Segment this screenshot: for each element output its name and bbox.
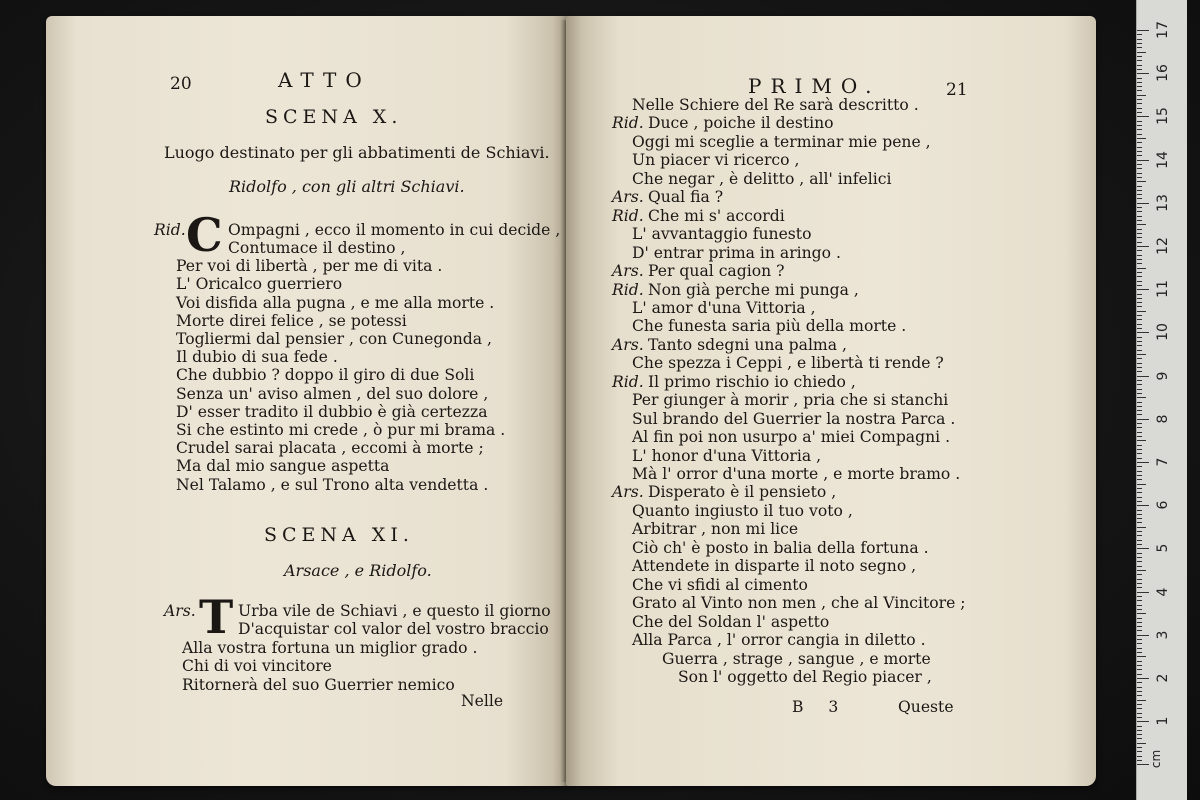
ruler-tick bbox=[1137, 332, 1149, 333]
ruler-tick bbox=[1137, 315, 1142, 316]
ruler-tick bbox=[1137, 142, 1142, 143]
ruler-unit-label: cm bbox=[1149, 749, 1164, 769]
ruler-tick bbox=[1137, 246, 1149, 247]
verse-text: Un piacer vi ricerco , bbox=[632, 151, 800, 170]
ruler-tick bbox=[1137, 268, 1146, 269]
verse-text: L' avvantaggio funesto bbox=[632, 225, 812, 244]
ruler-tick bbox=[1137, 440, 1146, 441]
left-page bbox=[46, 16, 568, 786]
verse-text: Il primo rischio io chiedo , bbox=[648, 372, 856, 391]
ruler-tick bbox=[1137, 635, 1149, 636]
ruler-tick bbox=[1137, 281, 1142, 282]
verse-text: Che mi s' accordi bbox=[648, 206, 785, 225]
verse-text: Che negar , è delitto , all' infelici bbox=[632, 169, 892, 188]
verse-text: Non già perche mi punga , bbox=[648, 280, 859, 299]
ruler-number: 3 bbox=[1155, 630, 1171, 640]
verse-text: L' honor d'una Vittoria , bbox=[632, 446, 822, 465]
ruler-tick bbox=[1137, 276, 1142, 277]
ruler-tick bbox=[1137, 328, 1142, 329]
ruler-tick bbox=[1137, 419, 1149, 420]
right-page bbox=[566, 16, 1096, 786]
ruler-tick bbox=[1137, 306, 1142, 307]
ruler-tick bbox=[1137, 358, 1142, 359]
ruler-number: 8 bbox=[1155, 414, 1171, 424]
ruler-number: 13 bbox=[1155, 193, 1171, 212]
verse-line: Ritornerà del suo Guerrier nemico bbox=[182, 675, 455, 694]
right-running-head: PRIMO. bbox=[748, 74, 881, 98]
ruler-tick bbox=[1137, 713, 1142, 714]
scene-title-xi: SCENA XI. bbox=[264, 524, 414, 546]
ruler-tick bbox=[1137, 760, 1142, 761]
ruler-tick bbox=[1137, 30, 1149, 31]
ruler-tick bbox=[1137, 376, 1149, 377]
ruler-tick bbox=[1137, 466, 1142, 467]
verse-text: Al fin poi non usurpo a' miei Compagni . bbox=[632, 428, 951, 447]
ruler-tick bbox=[1137, 99, 1142, 100]
ruler-tick bbox=[1137, 462, 1149, 463]
ruler-tick bbox=[1137, 125, 1142, 126]
ruler-number: 1 bbox=[1155, 716, 1171, 726]
ruler-tick bbox=[1137, 354, 1146, 355]
ruler-tick bbox=[1137, 272, 1142, 273]
ruler-tick bbox=[1137, 557, 1142, 558]
verse-line: Si che estinto mi crede , ò pur mi brama . bbox=[176, 421, 506, 439]
ruler-tick bbox=[1137, 237, 1142, 238]
ruler-tick bbox=[1137, 393, 1142, 394]
ruler-tick bbox=[1137, 505, 1149, 506]
verse-text: Che del Soldan l' aspetto bbox=[632, 612, 830, 631]
ruler-tick bbox=[1137, 579, 1142, 580]
ruler-number: 12 bbox=[1155, 237, 1171, 255]
ruler-tick bbox=[1137, 363, 1142, 364]
verse-line: Contumace il destino , bbox=[228, 239, 406, 257]
ruler-tick bbox=[1137, 479, 1142, 480]
speaker-label: Ars. bbox=[164, 602, 196, 620]
verse-text: L' amor d'una Vittoria , bbox=[632, 298, 816, 317]
ruler-tick bbox=[1137, 52, 1146, 53]
verse-line: Alla vostra fortuna un miglior grado . bbox=[182, 638, 478, 657]
ruler-tick bbox=[1137, 350, 1142, 351]
verse-line: D' esser tradito il dubbio è già certezza bbox=[176, 402, 488, 421]
verse-text: Per qual cagion ? bbox=[648, 262, 785, 281]
verse-line: Il dubio di sua fede . bbox=[176, 348, 338, 367]
verse-text: Nelle Schiere del Re sarà descritto . bbox=[632, 96, 919, 114]
ruler-tick bbox=[1137, 216, 1142, 217]
speaker-label: Ars. bbox=[612, 188, 644, 207]
ruler-tick bbox=[1137, 436, 1142, 437]
ruler-number: 6 bbox=[1155, 500, 1171, 510]
verse-line: Per voi di libertà , per me di vita . bbox=[176, 257, 443, 276]
ruler-tick bbox=[1137, 561, 1142, 562]
verse-text: Che vi sfidi al cimento bbox=[632, 575, 808, 594]
ruler-tick bbox=[1137, 522, 1142, 523]
verse-text: Oggi mi sceglie a terminar mie pene , bbox=[632, 132, 931, 151]
ruler-tick bbox=[1137, 574, 1142, 575]
ruler-tick bbox=[1137, 553, 1142, 554]
ruler-tick bbox=[1137, 173, 1142, 174]
ruler-tick bbox=[1137, 492, 1142, 493]
ruler-tick bbox=[1137, 743, 1146, 744]
catchword-right: Queste bbox=[898, 698, 954, 716]
speaker-label: Ars. bbox=[612, 262, 644, 281]
ruler-tick bbox=[1137, 630, 1142, 631]
ruler-tick bbox=[1137, 397, 1146, 398]
speaker-label: Rid. bbox=[612, 114, 644, 133]
ruler-number: 7 bbox=[1155, 457, 1171, 467]
verse-line: Voi disfida alla pugna , e me alla morte . bbox=[176, 293, 495, 312]
left-page-number: 20 bbox=[170, 74, 192, 94]
ruler-tick bbox=[1137, 510, 1142, 511]
speaker-label: Rid. bbox=[612, 280, 644, 299]
ruler-tick bbox=[1137, 294, 1142, 295]
ruler-tick bbox=[1137, 531, 1142, 532]
ruler-tick bbox=[1137, 103, 1142, 104]
scene-characters: Ridolfo , con gli altri Schiavi. bbox=[229, 177, 465, 196]
ruler-tick bbox=[1137, 168, 1142, 169]
ruler-tick bbox=[1137, 198, 1142, 199]
ruler-tick bbox=[1137, 121, 1142, 122]
verse-line: Urba vile de Schiavi , e questo il giorno bbox=[238, 602, 551, 620]
ruler-tick bbox=[1137, 427, 1142, 428]
ruler-tick bbox=[1137, 147, 1142, 148]
ruler-tick bbox=[1137, 134, 1142, 135]
ruler-tick bbox=[1137, 285, 1142, 286]
verse-text: Attendete in disparte il noto segno , bbox=[632, 557, 917, 576]
verse-text: Per giunger à morir , pria che si stanchi bbox=[632, 391, 949, 410]
ruler-tick bbox=[1137, 665, 1142, 666]
ruler-tick bbox=[1137, 566, 1142, 567]
ruler-tick bbox=[1137, 311, 1146, 312]
speaker-label: Ars. bbox=[612, 483, 644, 502]
ruler-tick bbox=[1137, 73, 1149, 74]
ruler-tick bbox=[1137, 190, 1142, 191]
ruler-tick bbox=[1137, 674, 1142, 675]
ruler-tick bbox=[1137, 341, 1142, 342]
ruler-tick bbox=[1137, 453, 1142, 454]
ruler-tick bbox=[1137, 726, 1142, 727]
ruler-tick bbox=[1137, 682, 1142, 683]
ruler-tick bbox=[1137, 319, 1142, 320]
ruler-tick bbox=[1137, 155, 1142, 156]
verse-line: Senza un' aviso almen , del suo dolore , bbox=[176, 384, 489, 403]
ruler-tick bbox=[1137, 540, 1142, 541]
ruler-tick bbox=[1137, 337, 1142, 338]
ruler-tick bbox=[1137, 229, 1142, 230]
ruler-tick bbox=[1137, 544, 1142, 545]
verse-text: Son l' oggetto del Regio piacer , bbox=[678, 667, 932, 686]
ruler-number: 17 bbox=[1155, 21, 1171, 39]
ruler-tick bbox=[1137, 600, 1142, 601]
ruler-tick bbox=[1137, 605, 1142, 606]
verse-text: Tanto sdegni una palma , bbox=[648, 335, 847, 354]
ruler-tick bbox=[1137, 700, 1146, 701]
ruler-tick bbox=[1137, 389, 1142, 390]
verse-text: Duce , poiche il destino bbox=[648, 114, 834, 133]
ruler-tick bbox=[1137, 639, 1142, 640]
ruler-tick bbox=[1137, 756, 1142, 757]
ruler-tick bbox=[1137, 186, 1142, 187]
verse-line: Chi di voi vincitore bbox=[182, 657, 332, 675]
ruler-tick bbox=[1137, 129, 1142, 130]
ruler-tick bbox=[1137, 484, 1146, 485]
ruler-tick bbox=[1137, 747, 1142, 748]
verse-line: Ma dal mio sangue aspetta bbox=[176, 457, 390, 476]
verse-text: Mà l' orror d'una morte , e morte bramo . bbox=[632, 465, 961, 483]
ruler-tick bbox=[1137, 220, 1142, 221]
ruler-number: 5 bbox=[1155, 543, 1171, 553]
ruler-tick bbox=[1137, 527, 1146, 528]
dropcap-letter: T bbox=[199, 590, 234, 644]
ruler-tick bbox=[1137, 211, 1142, 212]
ruler-tick bbox=[1137, 69, 1142, 70]
scene-characters-2: Arsace , e Ridolfo. bbox=[284, 561, 432, 580]
ruler-tick bbox=[1137, 384, 1142, 385]
ruler-tick bbox=[1137, 730, 1142, 731]
ruler-tick bbox=[1137, 583, 1142, 584]
ruler-tick bbox=[1137, 263, 1142, 264]
verse-text: Che funesta saria più della morte . bbox=[632, 317, 907, 336]
verse-text: Che spezza i Ceppi , e libertà ti rende ? bbox=[632, 354, 944, 373]
ruler-tick bbox=[1137, 138, 1146, 139]
ruler-tick bbox=[1137, 345, 1142, 346]
ruler-tick bbox=[1137, 207, 1142, 208]
ruler-tick bbox=[1137, 289, 1149, 290]
verse-line: Morte direi felice , se potessi bbox=[176, 311, 407, 330]
ruler-number: 10 bbox=[1155, 323, 1171, 342]
ruler-number: 15 bbox=[1155, 107, 1171, 126]
ruler-tick bbox=[1137, 82, 1142, 83]
right-page-number: 21 bbox=[946, 80, 968, 100]
ruler-tick bbox=[1137, 548, 1149, 549]
ruler-tick bbox=[1137, 497, 1142, 498]
ruler-tick bbox=[1137, 695, 1142, 696]
ruler-tick bbox=[1137, 414, 1142, 415]
ruler-tick bbox=[1137, 458, 1142, 459]
ruler-tick bbox=[1137, 704, 1142, 705]
ruler-tick bbox=[1137, 643, 1142, 644]
scene-title-x: SCENA X. bbox=[265, 106, 403, 128]
speaker-label: Rid. bbox=[612, 206, 644, 225]
ruler-tick bbox=[1137, 501, 1142, 502]
ruler-tick bbox=[1137, 255, 1142, 256]
ruler-tick bbox=[1137, 592, 1149, 593]
ruler-tick bbox=[1137, 367, 1142, 368]
ruler-tick bbox=[1137, 717, 1142, 718]
ruler-tick bbox=[1137, 669, 1142, 670]
ruler-tick bbox=[1137, 432, 1142, 433]
ruler-tick bbox=[1137, 302, 1142, 303]
verse-text: Grato al Vinto non men , che al Vincitore ; bbox=[632, 594, 966, 613]
ruler-tick bbox=[1137, 194, 1142, 195]
ruler-tick bbox=[1137, 43, 1142, 44]
ruler-tick bbox=[1137, 626, 1142, 627]
ruler-tick bbox=[1137, 687, 1142, 688]
ruler-tick bbox=[1137, 47, 1142, 48]
ruler-tick bbox=[1137, 95, 1146, 96]
ruler-number: 2 bbox=[1155, 673, 1171, 683]
ruler-tick bbox=[1137, 652, 1142, 653]
ruler-tick bbox=[1137, 298, 1142, 299]
ruler-tick bbox=[1137, 618, 1142, 619]
ruler-tick bbox=[1137, 56, 1142, 57]
ruler-tick bbox=[1137, 233, 1142, 234]
speaker-label: Rid. bbox=[612, 372, 644, 391]
ruler-tick bbox=[1137, 406, 1142, 407]
verse-line: Togliermi dal pensier , con Cunegonda , bbox=[176, 330, 492, 348]
ruler-number: 4 bbox=[1155, 587, 1171, 597]
ruler-tick bbox=[1137, 751, 1142, 752]
signature-mark: B 3 bbox=[792, 698, 849, 716]
ruler-tick bbox=[1137, 371, 1142, 372]
catchword-left: Nelle bbox=[461, 692, 504, 710]
open-book bbox=[38, 16, 1098, 786]
verse-text: Disperato è il pensieto , bbox=[648, 483, 837, 502]
ruler-tick bbox=[1137, 224, 1146, 225]
verse-text: Guerra , strage , sangue , e morte bbox=[662, 649, 931, 668]
ruler-tick bbox=[1137, 445, 1142, 446]
ruler-tick bbox=[1137, 764, 1149, 765]
verse-text: Qual fia ? bbox=[648, 188, 724, 207]
ruler-tick bbox=[1137, 324, 1142, 325]
ruler-tick bbox=[1137, 151, 1142, 152]
ruler-tick bbox=[1137, 648, 1142, 649]
ruler-tick bbox=[1137, 514, 1142, 515]
left-running-head: ATTO bbox=[278, 68, 371, 92]
ruler-number: 11 bbox=[1155, 280, 1171, 299]
speaker-label: Ars. bbox=[612, 335, 644, 354]
ruler-tick bbox=[1137, 596, 1142, 597]
ruler-tick bbox=[1137, 475, 1142, 476]
ruler-tick bbox=[1137, 609, 1142, 610]
ruler-number: 9 bbox=[1155, 371, 1171, 381]
verse-line: L' Oricalco guerriero bbox=[176, 275, 343, 294]
measuring-ruler bbox=[1136, 0, 1187, 800]
ruler-tick bbox=[1137, 242, 1142, 243]
verse-text: Alla Parca , l' orror cangia in diletto . bbox=[632, 631, 926, 650]
ruler-tick bbox=[1137, 116, 1149, 117]
ruler-tick bbox=[1137, 471, 1142, 472]
scene-location: Luogo destinato per gli abbatimenti de Schiavi. bbox=[164, 143, 550, 162]
verse-text: Quanto ingiusto il tuo voto , bbox=[632, 501, 853, 520]
ruler-tick bbox=[1137, 86, 1142, 87]
ruler-tick bbox=[1137, 112, 1142, 113]
ruler-tick bbox=[1137, 570, 1146, 571]
dropcap-letter: C bbox=[186, 208, 223, 262]
ruler-tick bbox=[1137, 734, 1142, 735]
verse-text: Ciò ch' è posto in balia della fortuna . bbox=[632, 538, 929, 557]
ruler-tick bbox=[1137, 423, 1142, 424]
verse-line: D'acquistar col valor del vostro braccio bbox=[238, 620, 549, 638]
ruler-tick bbox=[1137, 613, 1146, 614]
ruler-tick bbox=[1137, 181, 1146, 182]
ruler-tick bbox=[1137, 177, 1142, 178]
verse-text: D' entrar prima in aringo . bbox=[632, 243, 841, 262]
ruler-tick bbox=[1137, 678, 1149, 679]
ruler-tick bbox=[1137, 622, 1142, 623]
ruler-tick bbox=[1137, 380, 1142, 381]
ruler-tick bbox=[1137, 108, 1142, 109]
ruler-tick bbox=[1137, 708, 1142, 709]
ruler-tick bbox=[1137, 164, 1142, 165]
ruler-tick bbox=[1137, 250, 1142, 251]
ruler-tick bbox=[1137, 402, 1142, 403]
verse-line: Che dubbio ? doppo il giro di due Soli bbox=[176, 366, 475, 385]
ruler-tick bbox=[1137, 518, 1142, 519]
ruler-tick bbox=[1137, 691, 1142, 692]
ruler-tick bbox=[1137, 259, 1142, 260]
ruler-tick bbox=[1137, 661, 1142, 662]
ruler-tick bbox=[1137, 721, 1149, 722]
verse-text: Arbitrar , non mi lice bbox=[632, 520, 799, 539]
verse-line: Ompagni , ecco il momento in cui decide , bbox=[228, 221, 561, 239]
ruler-tick bbox=[1137, 60, 1142, 61]
ruler-tick bbox=[1137, 34, 1142, 35]
verse-text: Sul brando del Guerrier la nostra Parca . bbox=[632, 409, 956, 428]
ruler-tick bbox=[1137, 39, 1142, 40]
ruler-tick bbox=[1137, 488, 1142, 489]
ruler-tick bbox=[1137, 160, 1149, 161]
ruler-tick bbox=[1137, 449, 1142, 450]
ruler-tick bbox=[1137, 587, 1142, 588]
verse-line: Nel Talamo , e sul Trono alta vendetta . bbox=[176, 475, 489, 494]
ruler-tick bbox=[1137, 410, 1142, 411]
verse-line: Crudel sarai placata , eccomi à morte ; bbox=[176, 439, 484, 458]
speaker-label: Rid. bbox=[154, 221, 186, 239]
ruler-tick bbox=[1137, 78, 1142, 79]
ruler-tick bbox=[1137, 90, 1142, 91]
ruler-tick bbox=[1137, 203, 1149, 204]
ruler-number: 16 bbox=[1155, 64, 1171, 83]
ruler-number: 14 bbox=[1155, 150, 1171, 169]
ruler-tick bbox=[1137, 738, 1142, 739]
ruler-tick bbox=[1137, 65, 1142, 66]
ruler-tick bbox=[1137, 535, 1142, 536]
ruler-tick bbox=[1137, 656, 1146, 657]
